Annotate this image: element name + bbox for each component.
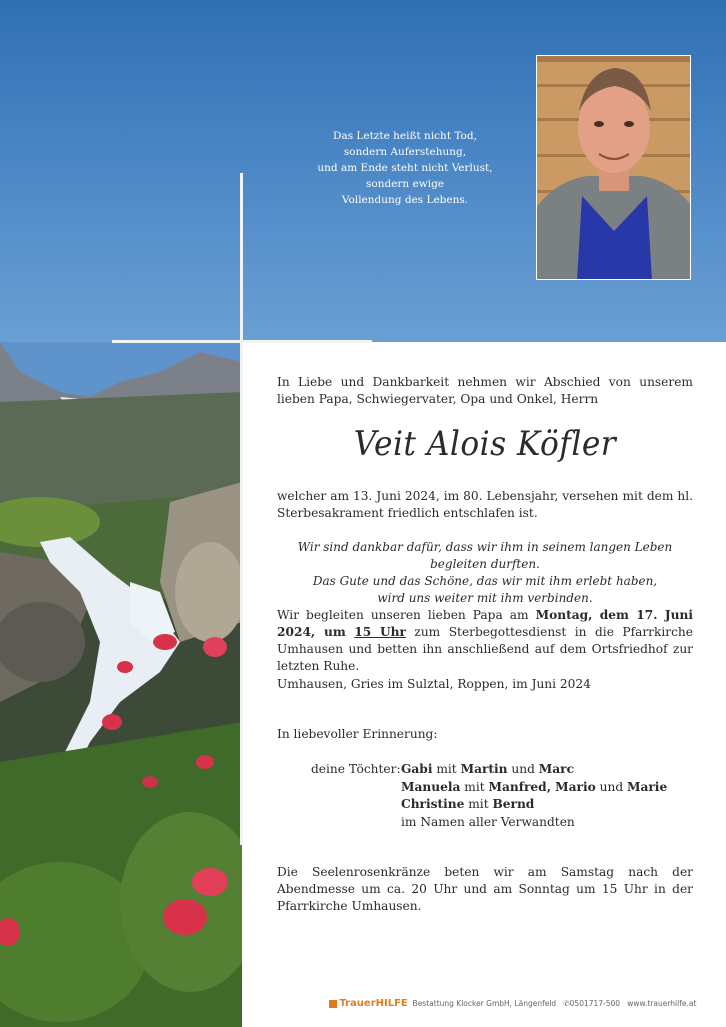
mourner-line — [401, 779, 667, 797]
footer — [329, 998, 696, 1009]
quote-line: Vollendung des Lebens. — [341, 194, 469, 206]
quote-line: sondern ewige — [365, 178, 445, 190]
intro-text: In Liebe und Dankbarkeit nehmen wir Abschied von unserem lieben Papa, Schwiegervater, Opa und Onkel, Herrn — [277, 375, 693, 406]
mourner-name: Manuela — [401, 779, 461, 794]
mourner-line: im Namen aller Verwandten — [401, 814, 575, 829]
gratitude-line: Wir sind dankbar dafür, dass wir ihm in seinem langen Leben begleiten durften. — [297, 540, 673, 571]
rosary-notice — [277, 864, 693, 915]
connector: und — [507, 762, 539, 776]
cross-vertical-bar — [240, 173, 243, 845]
funeral-details — [277, 607, 693, 675]
mourner-line — [401, 796, 667, 814]
mourner-name: Christine — [401, 797, 465, 811]
mourner-name: Manfred, Mario — [488, 779, 596, 794]
memory-heading-text: In liebevoller Erinnerung: — [277, 727, 438, 741]
quote-line: Das Letzte heißt nicht Tod, — [333, 130, 477, 142]
footer-phone: 0501717-500 — [569, 999, 621, 1008]
footer-company: Bestattung Klocker GmbH, Längenfeld — [412, 999, 557, 1008]
portrait-photo — [536, 55, 691, 280]
connector: mit — [464, 797, 493, 811]
mourners-label: deine Töchter: — [311, 762, 401, 776]
mountain-stream-photo — [0, 342, 242, 1027]
gratitude-line: Das Gute und das Schöne, das wir mit ihm erlebt haben, — [312, 574, 658, 588]
footer-logo: TrauerHILFE — [339, 998, 408, 1009]
connector: mit — [432, 762, 461, 776]
place-date — [277, 676, 693, 693]
funeral-date: Montag, dem 17. Juni 2024, um — [277, 608, 693, 639]
funeral-pre: Wir begleiten unseren lieben Papa am — [277, 608, 536, 622]
epigraph-quote — [300, 128, 510, 208]
funeral-time: 15 Uhr — [354, 625, 406, 639]
funeral-post: zum Sterbegottesdienst in die Pfarrkirche Umhausen und betten ihn anschließend auf dem Ortsfriedhof zur letzten Ruhe. — [277, 625, 693, 673]
death-notice — [277, 488, 693, 522]
mourner-name: Marie — [627, 779, 668, 794]
mourner-name: Bernd — [492, 797, 535, 811]
mourner-name: Marc — [538, 762, 574, 776]
rosary-text: Die Seelenrosenkränze beten wir am Samstag nach der Abendmesse um ca. 20 Uhr und am Sonntag um 15 Uhr in der Pfarrkirche Umhausen. — [277, 865, 693, 913]
gratitude-line: wird uns weiter mit ihm verbinden. — [377, 591, 593, 605]
death-text: welcher am 13. Juni 2024, im 80. Lebensjahr, versehen mit dem hl. Sterbesakrament friedlich entschlafen ist. — [277, 489, 693, 520]
quote-line: und am Ende steht nicht Verlust, — [317, 162, 493, 174]
place-date-text: Umhausen, Gries im Sulztal, Roppen, im Juni 2024 — [277, 677, 591, 691]
quote-line: sondern Auferstehung, — [343, 146, 467, 158]
connector: mit — [460, 779, 489, 794]
obituary-text — [277, 374, 693, 408]
cross-horizontal-bar — [112, 340, 372, 343]
mourner-name: Martin — [460, 762, 508, 776]
mourner-line — [401, 761, 667, 779]
deceased-name: Veit Alois Köfler — [353, 424, 617, 464]
phone-icon: ✆ — [563, 999, 570, 1008]
footer-web[interactable]: www.trauerhilfe.at — [627, 999, 697, 1008]
connector: und — [595, 779, 627, 794]
memory-heading — [277, 726, 693, 743]
gratitude-text — [277, 539, 693, 607]
mourner-name: Gabi — [401, 762, 433, 776]
logo-icon — [329, 1000, 337, 1008]
